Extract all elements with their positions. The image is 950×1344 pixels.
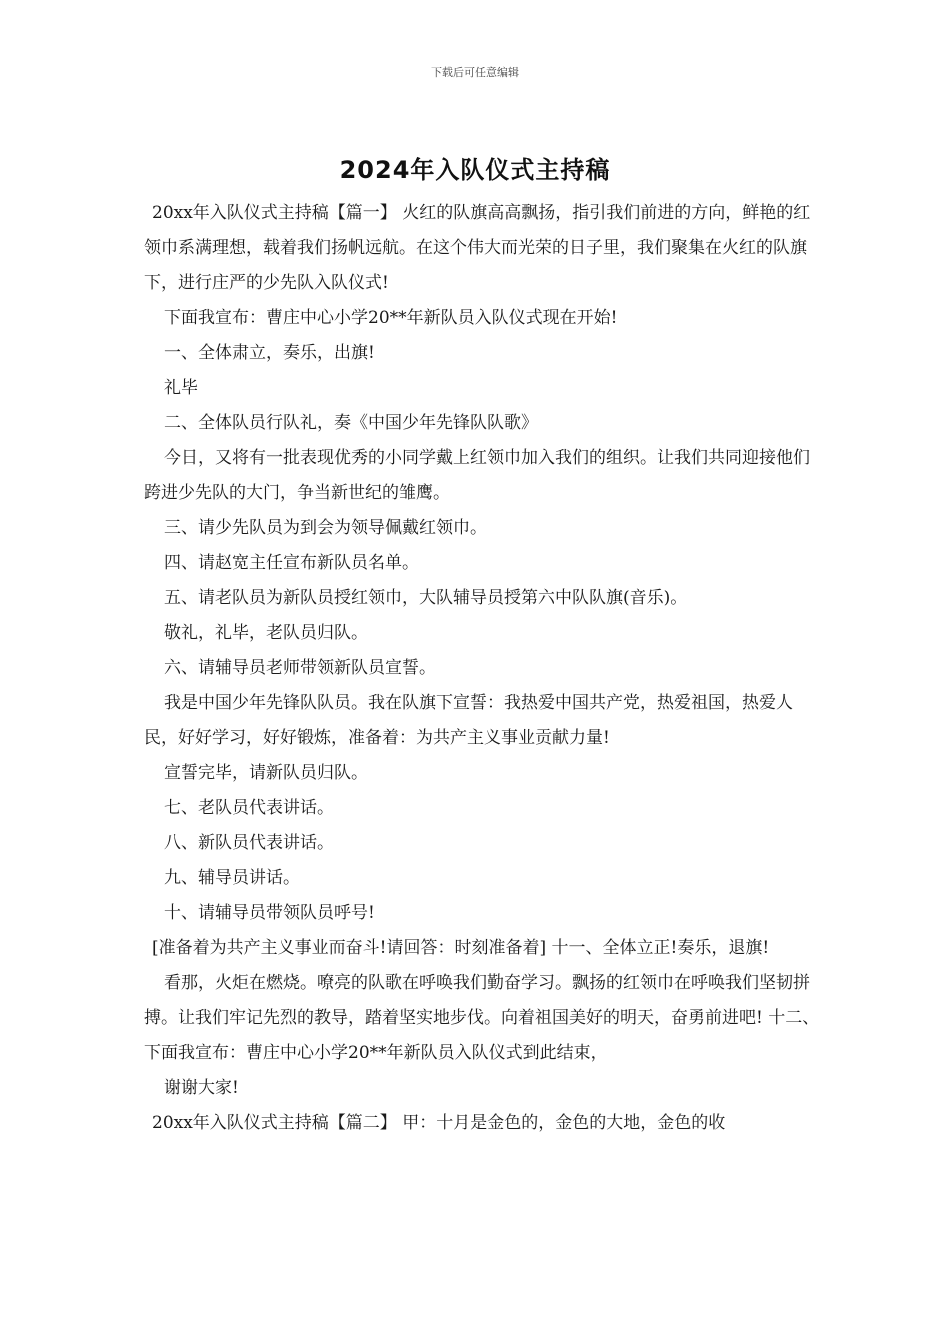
paragraph-step-10: 十、请辅导员带领队员呼号! bbox=[164, 903, 375, 923]
document-body bbox=[144, 196, 824, 1141]
paragraph-step-2: 二、全体队员行队礼，奏《中国少年先锋队队歌》 bbox=[164, 413, 538, 433]
paragraph-step-1: 一、全体肃立，奏乐，出旗! bbox=[164, 343, 375, 363]
paragraph-thanks: 谢谢大家! bbox=[164, 1078, 239, 1098]
paragraph-step-4: 四、请赵宽主任宣布新队员名单。 bbox=[164, 553, 419, 573]
paragraph-step-5: 五、请老队员为新队员授红领巾，大队辅导员授第六中队队旗(音乐)。 bbox=[164, 588, 688, 608]
paragraph-step-3: 三、请少先队员为到会为领导佩戴红领巾。 bbox=[164, 518, 487, 538]
paragraph-today: 今日，又将有一批表现优秀的小同学戴上红领巾加入我们的组织。让我们共同迎接他们跨进少先队的大门，争当新世纪的雏鹰。 bbox=[144, 448, 810, 503]
paragraph-closing: 看那，火炬在燃烧。嘹亮的队歌在呼唤我们勤奋学习。飘扬的红领巾在呼唤我们坚韧拼搏。让我们牢记先烈的教导，踏着坚实地步伐。向着祖国美好的明天，奋勇前进吧! 十二、下面我宣布：曹庄中心小学20**年新队员入队仪式到此结束， bbox=[144, 973, 820, 1063]
paragraph-announcement: 下面我宣布：曹庄中心小学20**年新队员入队仪式现在开始! bbox=[164, 308, 618, 328]
paragraph-salute-done: 礼毕 bbox=[164, 378, 198, 398]
document-title: 2024年入队仪式主持稿 bbox=[339, 156, 611, 184]
page-header-note: 下载后可任意编辑 bbox=[431, 66, 519, 79]
paragraph-return: 敬礼，礼毕，老队员归队。 bbox=[164, 623, 368, 643]
paragraph-step-8: 八、新队员代表讲话。 bbox=[164, 833, 334, 853]
paragraph-step-9: 九、辅导员讲话。 bbox=[164, 868, 300, 888]
paragraph-oath-done: 宣誓完毕，请新队员归队。 bbox=[164, 763, 368, 783]
paragraph-intro: 20xx年入队仪式主持稿【篇一】 火红的队旗高高飘扬，指引我们前进的方向，鲜艳的红领巾系满理想，载着我们扬帆远航。在这个伟大而光荣的日子里，我们聚集在火红的队旗下，进行庄严的少先队入队仪式! bbox=[144, 203, 811, 293]
paragraph-oath: 我是中国少年先锋队队员。我在队旗下宣誓：我热爱中国共产党，热爱祖国，热爱人民，好好学习，好好锻炼，准备着：为共产主义事业贡献力量! bbox=[144, 693, 793, 748]
paragraph-step-11: [准备着为共产主义事业而奋斗!请回答：时刻准备着] 十一、全体立正!奏乐，退旗! bbox=[152, 938, 770, 958]
paragraph-part-two: 20xx年入队仪式主持稿【篇二】 甲：十月是金色的，金色的大地，金色的收 bbox=[152, 1113, 726, 1133]
paragraph-step-6: 六、请辅导员老师带领新队员宣誓。 bbox=[164, 658, 436, 678]
paragraph-step-7: 七、老队员代表讲话。 bbox=[164, 798, 334, 818]
